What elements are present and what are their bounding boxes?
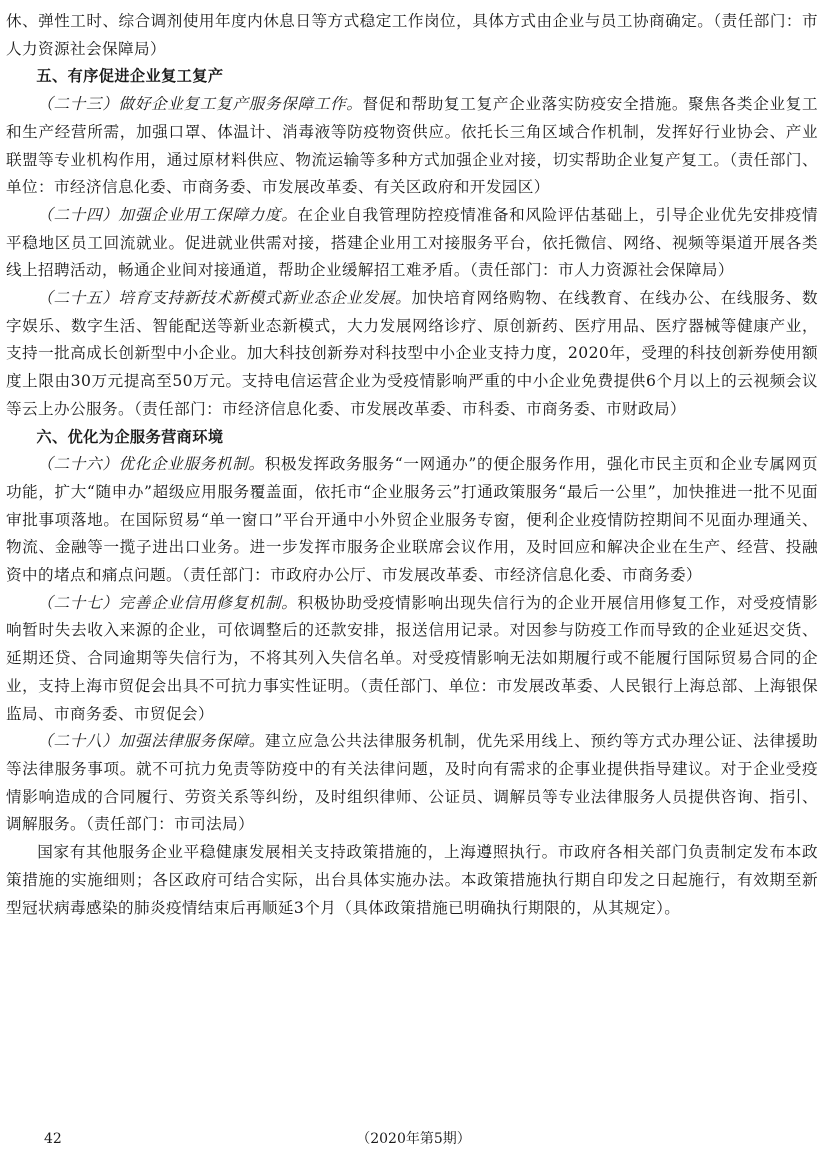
document-body — [6, 8, 818, 922]
page-footer — [0, 1127, 827, 1151]
item-27-body: 积极协助受疫情影响出现失信行为的企业开展信用修复工作，对受疫情影响暂时失去收入来源的企业，可依调整后的还款安排，报送信用记录。对因参与防疫工作而导致的企业延迟交货、延期还贷、合同逾期等失信行为，不将其列入失信名单。对受疫情影响无法如期履行或不能履行国际贸易合同的企业，支持上海市贸促会出具不可抗力事实性证明。（责任部门、单位：市发展改革委、人民银行上海总部、上海银保监局、市商务委、市贸促会） — [6, 593, 818, 723]
section-heading-6: 六、优化为企服务营商环境 — [36, 427, 224, 446]
paragraph-item-23 — [6, 91, 818, 202]
paragraph-item-28 — [6, 728, 818, 839]
item-24-title: （二十四）加强企业用工保障力度。 — [37, 205, 298, 224]
page-number: 42 — [44, 1131, 62, 1147]
item-27-title: （二十七）完善企业信用修复机制。 — [37, 593, 298, 612]
paragraph-item-25 — [6, 285, 818, 424]
item-26-title: （二十六）优化企业服务机制。 — [37, 455, 265, 474]
issue-label: （2020年第5期） — [356, 1131, 471, 1147]
item-28-body: 建立应急公共法律服务机制，优先采用线上、预约等方式办理公证、法律援助等法律服务事项。就不可抗力免责等防疫中的有关法律问题，及时向有需求的企事业提供指导建议。对于企业受疫情影响造成的合同履行、劳资关系等纠纷，及时组织律师、公证员、调解员等专业法律服务人员提供咨询、指引、调解服务。（责任部门：市司法局） — [6, 732, 818, 834]
paragraph-item-26 — [6, 451, 818, 590]
paragraph-item-24 — [6, 202, 818, 285]
opening-paragraph: 休、弹性工时、综合调剂使用年度内休息日等方式稳定工作岗位，具体方式由企业与员工协商确定。（责任部门：市人力资源社会保障局） — [6, 12, 818, 58]
closing-paragraph: 国家有其他服务企业平稳健康发展相关支持政策措施的，上海遵照执行。市政府各相关部门负责制定发布本政策措施的实施细则；各区政府可结合实际，出台具体实施办法。本政策措施执行期自印发之日起施行，有效期至新型冠状病毒感染的肺炎疫情结束后再顺延3个月（具体政策措施已明确执行期限的，从其规定）。 — [6, 843, 818, 917]
item-25-title: （二十五）培育支持新技术新模式新业态企业发展。 — [37, 289, 412, 308]
item-23-body: 督促和帮助复工复产企业落实防疫安全措施。聚焦各类企业复工和生产经营所需，加强口罩、体温计、消毒液等防疫物资供应。依托长三角区域合作机制，发挥好行业协会、产业联盟等专业机构作用，通过原材料供应、物流运输等多种方式加强企业对接，切实帮助企业复产复工。（责任部门、单位：市经济信息化委、市商务委、市发展改革委、有关区政府和开发园区） — [6, 95, 819, 197]
item-25-body: 加快培育网络购物、在线教育、在线办公、在线服务、数字娱乐、数字生活、智能配送等新业态新模式，大力发展网络诊疗、原创新药、医疗用品、医疗器械等健康产业，支持一批高成长创新型中小企业。加大科技创新券对科技型中小企业支持力度，2020年，受理的科技创新券使用额度上限由30万元提高至50万元。支持电信运营企业为受疫情影响严重的中小企业免费提供6个月以上的云视频会议等云上办公服务。（责任部门：市经济信息化委、市发展改革委、市科委、市商务委、市财政局） — [6, 289, 818, 418]
section-heading-5: 五、有序促进企业复工复产 — [36, 67, 224, 86]
item-28-title: （二十八）加强法律服务保障。 — [37, 732, 266, 751]
paragraph-item-27 — [6, 590, 818, 729]
item-23-title: （二十三）做好企业复工复产服务保障工作。 — [37, 95, 363, 114]
item-24-body: 在企业自我管理防控疫情准备和风险评估基础上，引导企业优先安排疫情平稳地区员工回流就业。促进就业供需对接，搭建企业用工对接服务平台，依托微信、网络、视频等渠道开展各类线上招聘活动，畅通企业间对接通道，帮助企业缓解招工难矛盾。（责任部门：市人力资源社会保障局） — [6, 205, 818, 280]
item-26-body: 积极发挥政务服务“一网通办”的便企服务作用，强化市民主页和企业专属网页功能，扩大“随申办”超级应用服务覆盖面，依托市“企业服务云”打通政策服务“最后一公里”，加快推进一批不见面审批事项落地。在国际贸易“单一窗口”平台开通中小外贸企业服务专窗，便利企业疫情防控期间不见面办理通关、物流、金融等一揽子进出口业务。进一步发挥市服务企业联席会议作用，及时回应和解决企业在生产、经营、投融资中的堵点和痛点问题。（责任部门：市政府办公厅、市发展改革委、市经济信息化委、市商务委） — [6, 455, 818, 585]
